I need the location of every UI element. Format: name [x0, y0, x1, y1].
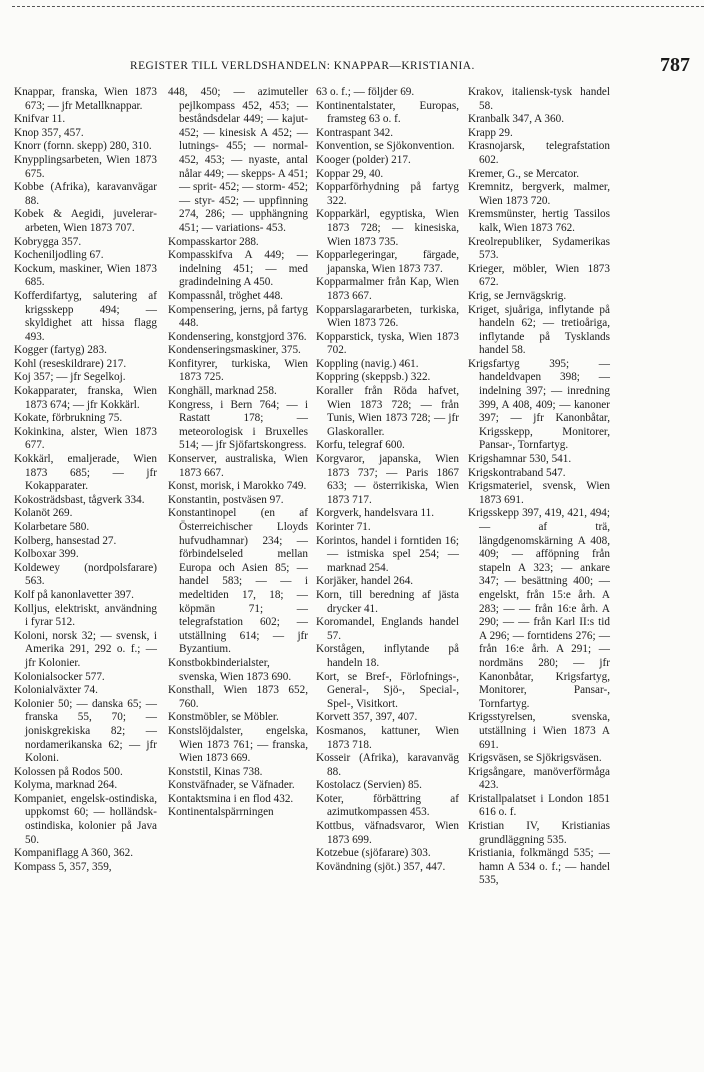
index-column-4 — [468, 86, 610, 888]
index-entry: Kockum, maskiner, Wien 1873 685. — [14, 262, 157, 289]
index-entry: 448, 450; — azimuteller pejlkompass 452, 453; — beståndsdelar 449; — kajut- 452; — kinesisk A 452; — lutnings- 455; — normal- 452, 453; — nyaste, antal nålar 449; — skepps- A 451; — sprit- 452; — storm- 452; — styr- 452; — uppfinning 274, 286; — upphängning 451; — variations- 453. — [168, 86, 308, 234]
index-entry: Krigsfartyg 395; — handeldvapen 398; — indelning 397; — inredning 399, A 408, 409; — kanoner 397; — jfr Kanonbåtar, Krigsskepp, Monitorer, Pansar-, Tornfartyg. — [468, 357, 610, 452]
index-entry: Konfityrer, turkiska, Wien 1873 725. — [168, 357, 308, 384]
index-entry: Krig, se Jernvägskrig. — [468, 289, 567, 302]
index-entry: Korintos, handel i forntiden 16; — istmiska spel 254; — marknad 254. — [316, 534, 459, 574]
index-entry: Kobbe (Afrika), karavanvägar 88. — [14, 181, 157, 207]
index-column-2 — [168, 86, 308, 820]
index-entry: Krigsväsen, se Sjökrigsväsen. — [468, 752, 602, 765]
index-entry: Kokosträdsbast, tågverk 334. — [14, 493, 145, 506]
index-entry: Kopparkärl, egyptiska, Wien 1873 728; — kinesiska, Wien 1873 735. — [316, 208, 459, 248]
index-entry: Kottbus, väfnadsvaror, Wien 1873 699. — [316, 820, 459, 846]
index-entry: Knypplingsarbeten, Wien 1873 675. — [14, 153, 157, 180]
index-entry: Kokinkina, alster, Wien 1873 677. — [14, 425, 157, 452]
index-entry: Knop 357, 457. — [14, 126, 84, 139]
index-entry: Kofferdifartyg, salutering af krigsskepp 494; — skyldighet att hissa flagg 493. — [14, 289, 157, 343]
index-column-3 — [316, 86, 459, 874]
index-entry: Krigskontraband 547. — [468, 466, 566, 479]
index-entry: Kocheniljodling 67. — [14, 249, 104, 262]
index-entry: Korinter 71. — [316, 521, 371, 533]
index-entry: Kopparslagararbeten, turkiska, Wien 1873 726. — [316, 303, 459, 330]
index-entry: Konstmöbler, se Möbler. — [168, 711, 279, 724]
index-entry: Kovändning (sjöt.) 357, 447. — [316, 860, 446, 873]
index-entry: Kolljus, elektriskt, användning i fyrar 512. — [14, 602, 157, 629]
index-entry: Kontinentalstater, Europas, framsteg 63 o. f. — [316, 99, 459, 126]
index-entry: Krigsstyrelsen, svenska, utställning i Wien 1873 A 691. — [468, 711, 610, 751]
index-entry: Krasnojarsk, telegrafstation 602. — [468, 140, 610, 166]
index-entry: Knifvar 11. — [14, 113, 66, 126]
index-entry: Krigsmateriel, svensk, Wien 1873 691. — [468, 480, 610, 506]
index-entry: Krigshamnar 530, 541. — [468, 453, 572, 466]
index-entry: 63 o. f.; — följder 69. — [316, 86, 415, 98]
index-entry: Kobek & Aegidi, juvelerararbeten, Wien 1873 707. — [14, 208, 157, 234]
index-entry: Kokapparater, franska, Wien 1873 674; — jfr Kokkärl. — [14, 385, 157, 411]
index-entry: Kompass 5, 357, 359, — [14, 860, 112, 873]
index-entry: Konghäll, marknad 258. — [168, 385, 277, 398]
index-entry: Korgvaror, japanska, Wien 1873 737; — Paris 1867 633; — österrikiska, Wien 1873 717. — [316, 453, 459, 506]
index-entry: Kolberg, hansestad 27. — [14, 534, 117, 547]
index-entry: Konvention, se Sjökonvention. — [316, 140, 455, 153]
index-entry: Koppring (skeppsb.) 322. — [316, 371, 431, 384]
index-entry: Krigsskepp 397, 419, 421, 494; — af trä, längdgenomskärning A 408, 409; — afföpning från stapeln A 323; — ankare 347; — besättning 400; — engelskt, från 15:e årh. A 283; — — från 16:e årh. A 290; — — från Karl II:s tid A 296; — forntidens 276; — från 16:e årh. A 291; — nordmäns 280; — jfr Kanonbåtar, Krigsfartyg, Monitorer, Pansar-, Tornfartyg. — [468, 507, 610, 710]
index-entry: Koppling (navig.) 461. — [316, 357, 419, 370]
index-entry: Kotzebue (sjöfarare) 303. — [316, 847, 431, 860]
index-entry: Koraller från Röda hafvet, Wien 1873 728; — från Tunis, Wien 1873 728; — jfr Glaskoraller. — [316, 385, 459, 438]
index-entry: Koldewey (nordpolsfarare) 563. — [14, 561, 157, 588]
index-entry: Kremsmünster, hertig Tassilos kalk, Wien 1873 762. — [468, 208, 610, 234]
index-entry: Kopparlegeringar, färgade, japanska, Wien 1873 737. — [316, 249, 459, 275]
index-entry: Krapp 29. — [468, 126, 513, 139]
index-entry: Kort, se Bref-, Förlofnings-, General-, Sjö-, Special-, Spel-, Visitkort. — [316, 670, 459, 710]
index-entry: Kontinentalspärrningen — [168, 806, 274, 819]
index-entry: Kosseir (Afrika), karavanväg 88. — [316, 752, 459, 778]
index-entry: Kongress, i Bern 764; — i Rastatt 178; — meteorologisk i Bruxelles 514; — jfr Sjöfartskongress. — [168, 398, 308, 452]
index-entry: Koloni, norsk 32; — svensk, i Amerika 291, 292 o. f.; — jfr Kolonier. — [14, 629, 157, 669]
index-entry: Koj 357; — jfr Segelkoj. — [14, 371, 126, 384]
index-entry: Kostolacz (Servien) 85. — [316, 779, 422, 792]
index-entry: Krieger, möbler, Wien 1873 672. — [468, 262, 610, 289]
index-entry: Kolonier 50; — danska 65; — franska 55, 70; — joniskgrekiska 82; — nordamerikanska 62; — jfr Koloni. — [14, 697, 157, 765]
index-entry: Konserver, australiska, Wien 1873 667. — [168, 453, 308, 479]
index-entry: Kristian IV, Kristianias grundläggning 535. — [468, 820, 610, 846]
index-entry: Konsthall, Wien 1873 652, 760. — [168, 684, 308, 710]
index-entry: Kolossen på Rodos 500. — [14, 765, 123, 778]
index-entry: Knorr (fornn. skepp) 280, 310. — [14, 140, 152, 153]
index-entry: Konststil, Kinas 738. — [168, 765, 263, 778]
index-entry: Kokkärl, emaljerade, Wien 1873 685; — jfr Kokapparater. — [14, 453, 157, 493]
index-entry: Kolf på kanonlavetter 397. — [14, 588, 134, 601]
index-entry: Konstbokbinderialster, svenska, Wien 1873 690. — [168, 656, 292, 683]
index-entry: Konstslöjdalster, engelska, Wien 1873 761; — franska, Wien 1873 669. — [168, 724, 308, 765]
index-entry: Kontraspant 342. — [316, 126, 394, 139]
index-entry: Koter, förbättring af azimutkompassen 453. — [316, 792, 459, 819]
index-entry: Kristiania, folkmängd 535; — hamn A 534 o. f.; — handel 535, — [468, 847, 610, 887]
index-entry: Kolonialväxter 74. — [14, 684, 98, 697]
index-entry: Kohl (reseskildrare) 217. — [14, 357, 127, 370]
index-entry: Kremnitz, bergverk, malmer, Wien 1873 720. — [468, 181, 610, 207]
index-entry: Kokate, förbrukning 75. — [14, 412, 123, 425]
index-entry: Kolonialsocker 577. — [14, 670, 105, 683]
index-entry: Kontaktsmina i en flod 432. — [168, 792, 294, 805]
index-entry: Konstväfnader, se Väfnader. — [168, 779, 295, 792]
index-entry: Kosmanos, kattuner, Wien 1873 718. — [316, 724, 459, 751]
page-header — [14, 56, 692, 76]
index-entry: Kolanöt 269. — [14, 507, 73, 520]
index-entry: Kompaniet, engelsk-ostindiska, uppkomst 60; — holländsk-ostindiska, kolonier på Java 50. — [14, 792, 157, 846]
index-entry: Kristallpalatset i London 1851 616 o. f. — [468, 792, 610, 819]
index-entry: Kopparmalmer från Kap, Wien 1873 667. — [316, 276, 459, 302]
index-entry: Korgverk, handelsvara 11. — [316, 507, 435, 520]
index-entry: Koppar 29, 40. — [316, 167, 384, 180]
index-entry: Kompasskifva A 449; — indelning 451; — med gradindelning A 450. — [168, 249, 308, 289]
index-column-1 — [14, 86, 157, 874]
index-entry: Kogger (fartyg) 283. — [14, 344, 107, 357]
index-entry: Konstantinopel (en af Österreichischer Lloyds hufvudhamnar) 234; — förbindelseled mellan Europa och Asien 85; — handel 583; — — i medeltiden 17, 18; — köpmän 71; — telegrafstation 602; — utställning 614; — jfr Byzantium. — [168, 507, 308, 656]
index-entry: Knappar, franska, Wien 1873 673; — jfr Metallknappar. — [14, 86, 157, 112]
index-entry: Korn, till beredning af jästa drycker 41. — [316, 588, 459, 615]
index-entry: Kobrygga 357. — [14, 235, 82, 248]
page-top-rule — [12, 6, 704, 7]
index-entry: Krigsångare, manöverförmåga 423. — [468, 765, 610, 792]
index-entry: Kriget, sjuåriga, inflytande på handeln 62; — tretioåriga, inflytande på Tysklands handel 58. — [468, 303, 610, 357]
index-entry: Kompensering, jerns, på fartyg 448. — [168, 303, 308, 330]
index-entry: Konst, morisk, i Marokko 749. — [168, 480, 307, 493]
index-entry: Kolyma, marknad 264. — [14, 779, 118, 792]
index-entry: Kooger (polder) 217. — [316, 153, 411, 166]
index-entry: Kopparförhydning på fartyg 322. — [316, 181, 459, 207]
index-entry: Konstantin, postväsen 97. — [168, 493, 284, 506]
index-entry: Korvett 357, 397, 407. — [316, 711, 418, 724]
index-entry: Kondensering, konstgjord 376. — [168, 330, 307, 343]
index-entry: Kompassnål, tröghet 448. — [168, 289, 283, 302]
index-entry: Kolboxar 399. — [14, 548, 79, 561]
index-entry: Kranbalk 347, A 360. — [468, 113, 565, 126]
index-entry: Kompaniflagg A 360, 362. — [14, 847, 134, 860]
index-entry: Kondenseringsmaskiner, 375. — [168, 344, 301, 357]
page-number: 787 — [660, 54, 690, 76]
index-entry: Kolarbetare 580. — [14, 521, 90, 533]
index-entry: Krakov, italiensk-tysk handel 58. — [468, 86, 610, 112]
index-entry: Korfu, telegraf 600. — [316, 439, 405, 452]
index-entry: Korstågen, inflytande på handeln 18. — [316, 643, 459, 669]
index-entry: Kreolrepubliker, Sydamerikas 573. — [468, 235, 610, 262]
running-title: REGISTER TILL VERLDSHANDELN: KNAPPAR—KRISTIANIA. — [130, 60, 475, 72]
index-entry: Kopparstick, tyska, Wien 1873 702. — [316, 330, 459, 357]
index-entry: Kremer, G., se Mercator. — [468, 167, 580, 180]
index-entry: Kompasskartor 288. — [168, 235, 259, 248]
index-entry: Korjäker, handel 264. — [316, 575, 414, 588]
index-entry: Koromandel, Englands handel 57. — [316, 616, 459, 642]
